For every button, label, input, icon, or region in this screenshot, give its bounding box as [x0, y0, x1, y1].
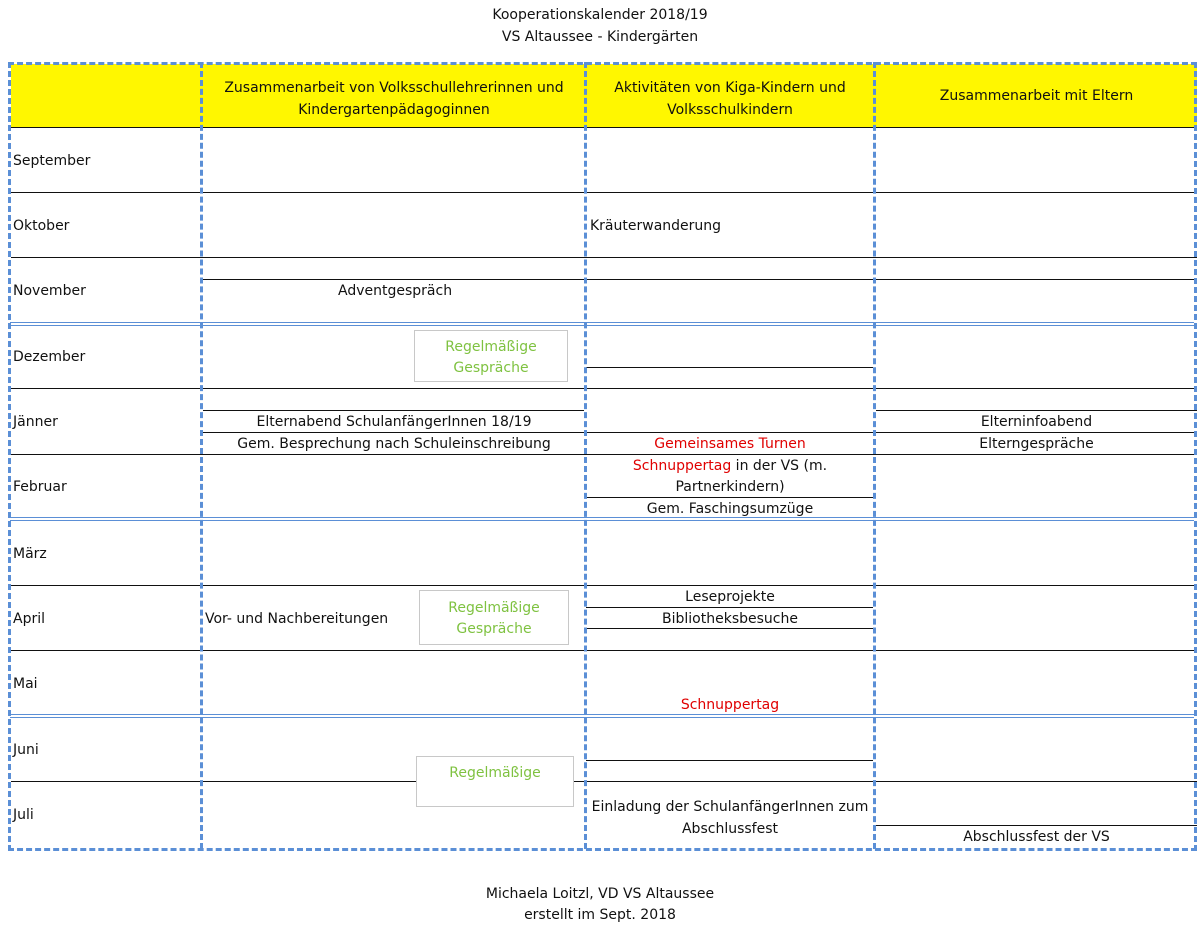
entry-abschlussfest: Abschlussfest der VS — [963, 829, 1110, 845]
header-col2 — [587, 77, 873, 121]
footer-author: Michaela Loitzl, VD VS Altaussee — [485, 886, 715, 902]
header-col3: Zusammenarbeit mit Eltern — [939, 88, 1134, 104]
box-line1: Regelmäßige — [449, 765, 541, 781]
month-juni: Juni — [13, 742, 39, 758]
entry-faschingsumzuege: Gem. Faschingsumzüge — [646, 501, 814, 517]
schnuppertag-rest: in der VS (m. — [731, 458, 828, 474]
month-november: November — [13, 283, 86, 299]
entry-besprechung: Gem. Besprechung nach Schuleinschreibung — [237, 436, 551, 452]
entry-schnuppertag-mai: Schnuppertag — [680, 697, 780, 713]
entry-elterngespraeche: Elterngespräche — [979, 436, 1094, 452]
table-frame — [8, 62, 1197, 851]
month-oktober: Oktober — [13, 218, 70, 234]
header-col2-line1: Aktivitäten von Kiga-Kindern und — [614, 80, 846, 96]
regelmaessige-gespraeche-box — [419, 590, 569, 645]
entry-einladung — [587, 796, 873, 840]
header-col1 — [204, 77, 584, 121]
entry-schnuppertag-vs — [587, 458, 873, 474]
month-september: September — [13, 153, 91, 169]
box-line2: Gespräche — [456, 621, 532, 637]
box-line1: Regelmäßige — [445, 339, 537, 355]
document-title: Kooperationskalender 2018/19 — [492, 7, 708, 23]
month-mai: Mai — [13, 676, 38, 692]
entry-leseprojekte: Leseprojekte — [685, 589, 775, 605]
month-april: April — [13, 611, 45, 627]
box-line2: Gespräche — [453, 360, 529, 376]
einladung-line2: Abschlussfest — [681, 821, 778, 837]
month-maerz: März — [13, 546, 47, 562]
month-juli: Juli — [13, 807, 34, 823]
column-divider — [873, 62, 876, 849]
header-col1-line2: Kindergartenpädagoginnen — [298, 102, 490, 118]
header-col2-line2: Volksschulkindern — [667, 102, 793, 118]
header-col1-line1: Zusammenarbeit von Volksschullehrerinnen und — [224, 80, 564, 96]
column-divider — [200, 62, 203, 849]
entry-vor-nachbereitungen: Vor- und Nachbereitungen — [205, 611, 389, 627]
schnuppertag-label: Schnuppertag — [632, 458, 732, 474]
month-februar: Februar — [13, 479, 67, 495]
regelmaessige-gespraeche-box — [414, 330, 568, 382]
month-dezember: Dezember — [13, 349, 86, 365]
regelmaessige-gespraeche-box — [416, 756, 574, 807]
column-divider — [584, 62, 587, 849]
month-jaenner: Jänner — [13, 414, 58, 430]
entry-gemeinsames-turnen: Gemeinsames Turnen — [654, 436, 806, 452]
entry-elternabend: Elternabend SchulanfängerInnen 18/19 — [256, 414, 532, 430]
entry-partnerkindern: Partnerkindern) — [675, 479, 785, 495]
entry-adventgespraech: Adventgespräch — [338, 283, 453, 299]
footer-created: erstellt im Sept. 2018 — [524, 907, 676, 923]
entry-elterninfoabend: Elterninfoabend — [980, 414, 1093, 430]
box-line1: Regelmäßige — [448, 600, 540, 616]
entry-bibliotheksbesuche: Bibliotheksbesuche — [662, 611, 798, 627]
document-subtitle: VS Altaussee - Kindergärten — [501, 29, 699, 45]
entry-kraeuterwanderung: Kräuterwanderung — [590, 218, 722, 234]
einladung-line1: Einladung der SchulanfängerInnen zum — [591, 799, 869, 815]
